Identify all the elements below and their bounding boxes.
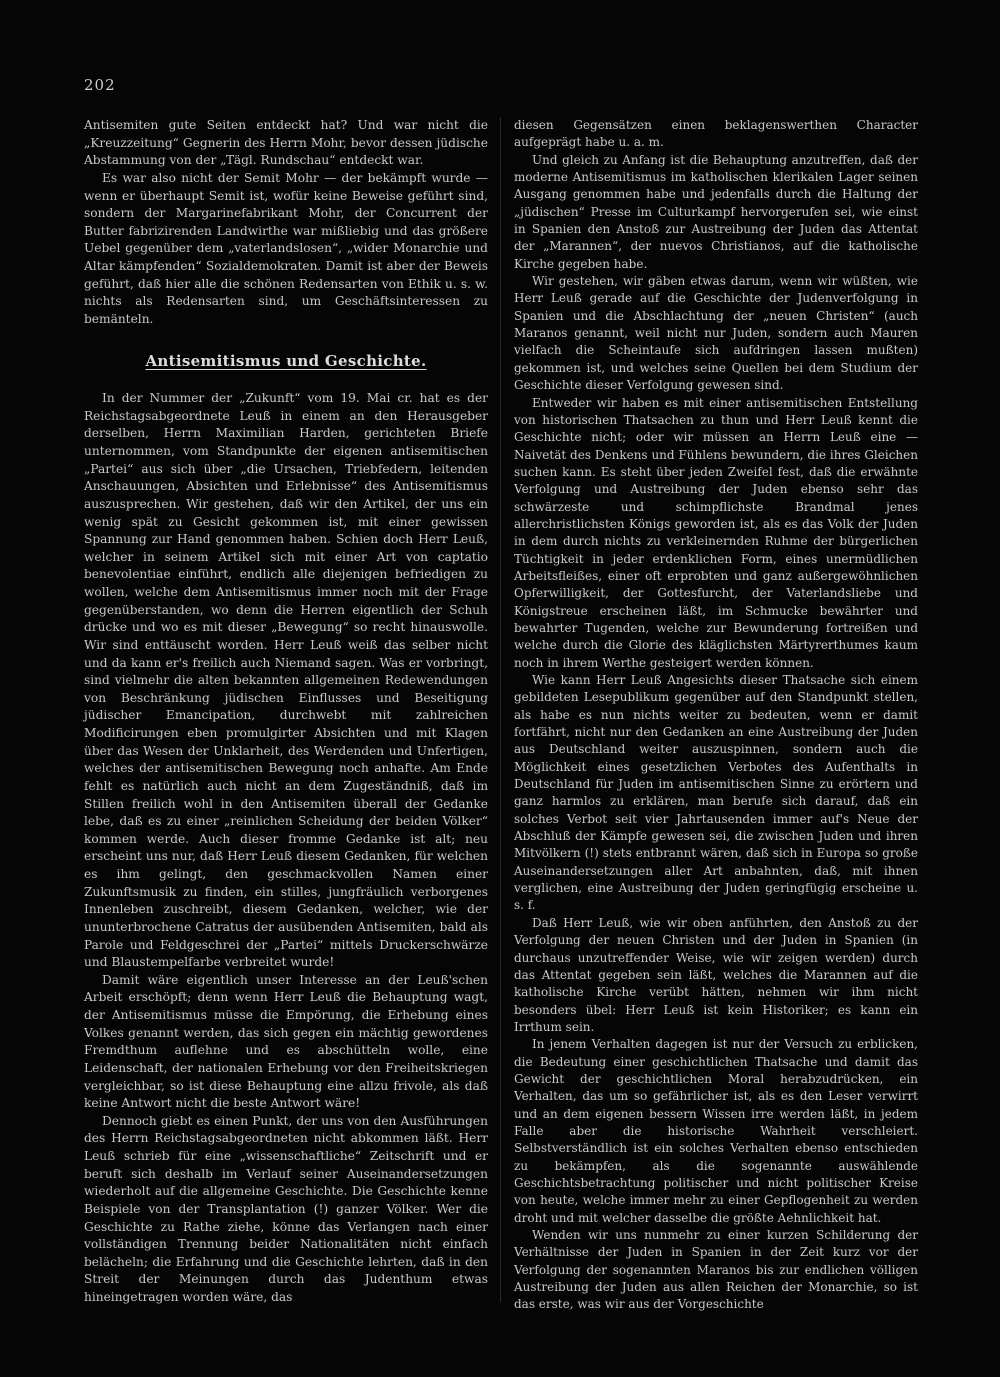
paragraph: In jenem Verhalten dagegen ist nur der Versuch zu erblicken, die Bedeutung einer geschichtlichen Thatsache und damit das Gewicht der geschichtlichen Moral herabzudrücken, ein Verhalten, das um so gefährlicher ist, als es den Leser verwirrt und an dem eigenen bessern Wissen irre werden läßt, in jedem Falle aber die historische Wahrheit verschleiert. Selbstverständlich ist ein solches Verhalten ebenso entschieden zu bekämpfen, als die sogenannte auswählende Geschichtsbetrachtung politischer und nicht politischer Kreise von heute, welche immer mehr zu einer Gepflogenheit zu werden droht und mit welcher dasselbe die größte Aehnlichkeit hat. [514,1037,918,1225]
paragraph: diesen Gegensätzen einen beklagenswerthen Character aufgeprägt habe u. a. m. [514,118,918,150]
paragraph: Dennoch giebt es einen Punkt, der uns von den Ausführungen des Herrn Reichstagsabgeordneten nicht abkommen läßt. Herr Leuß schrieb für eine „wissenschaftliche“ Zeitschrift und er beruft sich deshalb im Verlauf seiner Auseinandersetzungen wiederholt auf die allgemeine Geschichte. Die Geschichte kenne Beispiele von der Transplantation (!) ganzer Völker. Wer die Geschichte zu Rathe ziehe, könne das Verlangen nach einer vollständigen Trennung beider Nationalitäten nicht einfach belächeln; die Erfahrung und die Geschichte lehrten, daß in den Streit der Meinungen durch das Judenthum etwas hineingetragen worden wäre, das [84,1113,488,1304]
column-divider [500,117,501,1302]
right-column [514,117,918,1314]
paragraph: Und gleich zu Anfang ist die Behauptung anzutreffen, daß der moderne Antisemitismus im katholischen klerikalen Lager seinen Ausgang genommen habe und jedenfalls durch die Haltung der „jüdischen“ Presse im Culturkampf hervorgerufen sei, wie einst in Spanien den Anstoß zur Austreibung der Juden das Attentat der „Marannen“, der nuevos Christianos, auf die katholische Kirche gegeben habe. [514,152,918,271]
paragraph: Damit wäre eigentlich unser Interesse an der Leuß'schen Arbeit erschöpft; denn wenn Herr Leuß die Behauptung wagt, der Antisemitismus müsse die Empörung, die Erhebung eines Volkes genannt werden, das sich gegen ein mächtig gewordenes Fremdthum auflehne und es abschütteln wolle, eine Leidenschaft, der nationalen Erhebung vor den Freiheitskriegen vergleichbar, so ist diese Behauptung eine allzu frivole, als daß keine Antwort nicht die beste Antwort wäre! [84,972,488,1111]
paragraph: Entweder wir haben es mit einer antisemitischen Entstellung von historischen Thatsachen zu thun und Herr Leuß kennt die Geschichte nicht; oder wir müssen an Herrn Leuß eine — Naivetät des Denkens und Fühlens bewundern, die ihres Gleichen suchen kann. Es steht über jeden Zweifel fest, daß die erwähnte Verfolgung und Austreibung der Juden ebenso sehr das schwärzeste und schimpflichste Brandmal jenes allerchristlichsten Königs geworden ist, als es das Volk der Juden in dem durch nichts zu verkleinernden Ruhme der bürgerlichen Tüchtigkeit in jeder erdenklichen Form, eines unermüdlichen Arbeitsfleißes, einer oft erprobten und ganz außergewöhnlichen Opferwilligkeit, der Gottesfurcht, der Vaterlandsliebe und Königstreue erscheinen läßt, im Schmucke bewährter und bewahrter Tugenden, welche zur Bewunderung fortreißen und welche durch die Glorie des kläglichsten Märtyrerthumes kaum noch in ihrem Werthe gesteigert werden können. [514,395,918,670]
paragraph: Es war also nicht der Semit Mohr — der bekämpft wurde — wenn er überhaupt Semit ist, wofür keine Beweise geführt sind, sondern der Margarinefabrikant Mohr, der Concurrent der Butter fabrizirenden Landwirthe war mißliebig und das größere Uebel gegenüber dem „vaterlandslosen“, „wider Monarchie und Altar kämpfenden“ Sozialdemokraten. Damit ist aber der Beweis geführt, daß hier alle die schönen Redensarten von Ethik u. s. w. nichts als Redensarten sind, um Geschäftsinteressen zu bemänteln. [84,170,488,326]
paragraph: Wenden wir uns nunmehr zu einer kurzen Schilderung der Verhältnisse der Juden in Spanien in der Zeit kurz vor der Verfolgung der sogenannten Maranos bis zur endlichen völligen Austreibung der Juden aus allen Reichen der Monarchie, so ist das erste, was wir aus der Vorgeschichte [514,1228,918,1312]
left-column [84,117,488,1307]
paragraph: Wir gestehen, wir gäben etwas darum, wenn wir wüßten, wie Herr Leuß gerade auf die Geschichte der Judenverfolgung in Spanien und die Abschlachtung der „neuen Christen“ (auch Maranos genannt, weil nicht nur Juden, sondern auch Mauren vielfach die Scheintaufe sich aufdringen lassen mußten) gekommen ist, und welches seine Quellen bei dem Studium der Geschichte dieser Verfolgung gewesen sind. [514,274,918,393]
section-heading: Antisemitismus und Geschichte. [145,351,427,370]
paragraph: In der Nummer der „Zukunft“ vom 19. Mai cr. hat es der Reichstagsabgeordnete Leuß in einem an den Herausgeber derselben, Herrn Maximilian Harden, gerichteten Briefe unternommen, vom Standpunkte der eigenen antisemitischen „Partei“ aus sich über „die Ursachen, Triebfedern, leitenden Anschauungen, Absichten und Erlebnisse“ des Antisemitismus auszusprechen. Wir gestehen, daß wir den Artikel, der uns ein wenig spät zu Gesicht gekommen ist, mit einer gewissen Spannung zur Hand genommen haben. Schien doch Herr Leuß, welcher in seinem Artikel sich mit einer Art von captatio benevolentiae einführt, endlich alle diejenigen befriedigen zu wollen, welche dem Antisemitismus immer noch mit der Frage gegenüberstanden, wo denn die Herren eigentlich der Schuh drücke und wo es mit dieser „Bewegung“ so recht hinauswolle. Wir sind enttäuscht worden. Herr Leuß weiß das selber nicht und da kann er's freilich auch Niemand sagen. Was er vorbringt, sind vielmehr die alten bekannten allgemeinen Redewendungen von Beschränkung jüdischen Einflusses und Beseitigung jüdischer Emancipation, durchwebt mit zahlreichen Modificirungen eben promulgirter Absichten und mit Klagen über das Wesen der Unklarheit, des Werdenden und Unfertigen, welches der antisemitischen Bewegung noch anhafte. Am Ende fehlt es natürlich auch nicht an dem Zugeständniß, daß im Stillen freilich wohl in den Antisemiten überall der Gedanke lebe, daß es zu einer „reinlichen Scheidung der beiden Völker“ kommen werde. Auch dieser fromme Gedanke ist alt; neu erscheint uns nur, daß Herr Leuß diesem Gedanken, für welchen es ihm gelingt, den geschmackvollen Namen einer Zukunftsmusik zu finden, ein stilles, jungfräulich verborgenes Innenleben zuschreibt, diesem Gedanken, welcher, wie der ununterbrochene Catratus der ausübenden Antisemiten, bald als Parole und Feldgeschrei der „Partei“ mittels Druckerschwärze und Blaustempelfarbe verbreitet wurde! [84,391,488,970]
paragraph: Daß Herr Leuß, wie wir oben anführten, den Anstoß zu der Verfolgung der neuen Christen und der Juden in Spanien (in durchaus unzutreffender Weise, wie wir zeigen werden) durch das Attentat gegeben sein läßt, welches die Marannen auf die katholische Kirche verübt hätten, nehmen wir ihm nicht besonders übel: Herr Leuß ist kein Historiker; es kann ein Irrthum sein. [514,915,918,1034]
paragraph: Wie kann Herr Leuß Angesichts dieser Thatsache sich einem gebildeten Lesepublikum gegenüber auf den Standpunkt stellen, als habe es nun nichts weiter zu bedeuten, wenn er damit fortfährt, nicht nur den Gedanken an eine Austreibung der Juden aus Deutschland weiter auszuspinnen, sondern auch die Möglichkeit eines gesetzlichen Verbotes des Aufenthalts in Deutschland für Juden im antisemitischen Sinne zu erörtern und ganz harmlos zu erklären, man berufe sich darauf, daß ein solches Verbot seit vier Jahrtausenden immer auf's Neue der Abschluß der Kämpfe gewesen sei, die zwischen Juden und ihren Mitvölkern (!) stets entbrannt wären, daß sich in Europa so große Auseinandersetzungen aller Art anbahnten, daß, mit ihnen verglichen, eine Austreibung der Juden geringfügig erscheine u. s. f. [514,673,918,913]
paragraph: Antisemiten gute Seiten entdeckt hat? Und war nicht die „Kreuzzeitung“ Gegnerin des Herrn Mohr, bevor dessen jüdische Abstammung von der „Tägl. Rundschau“ entdeckt war. [84,118,488,168]
page-number: 202 [84,76,116,94]
